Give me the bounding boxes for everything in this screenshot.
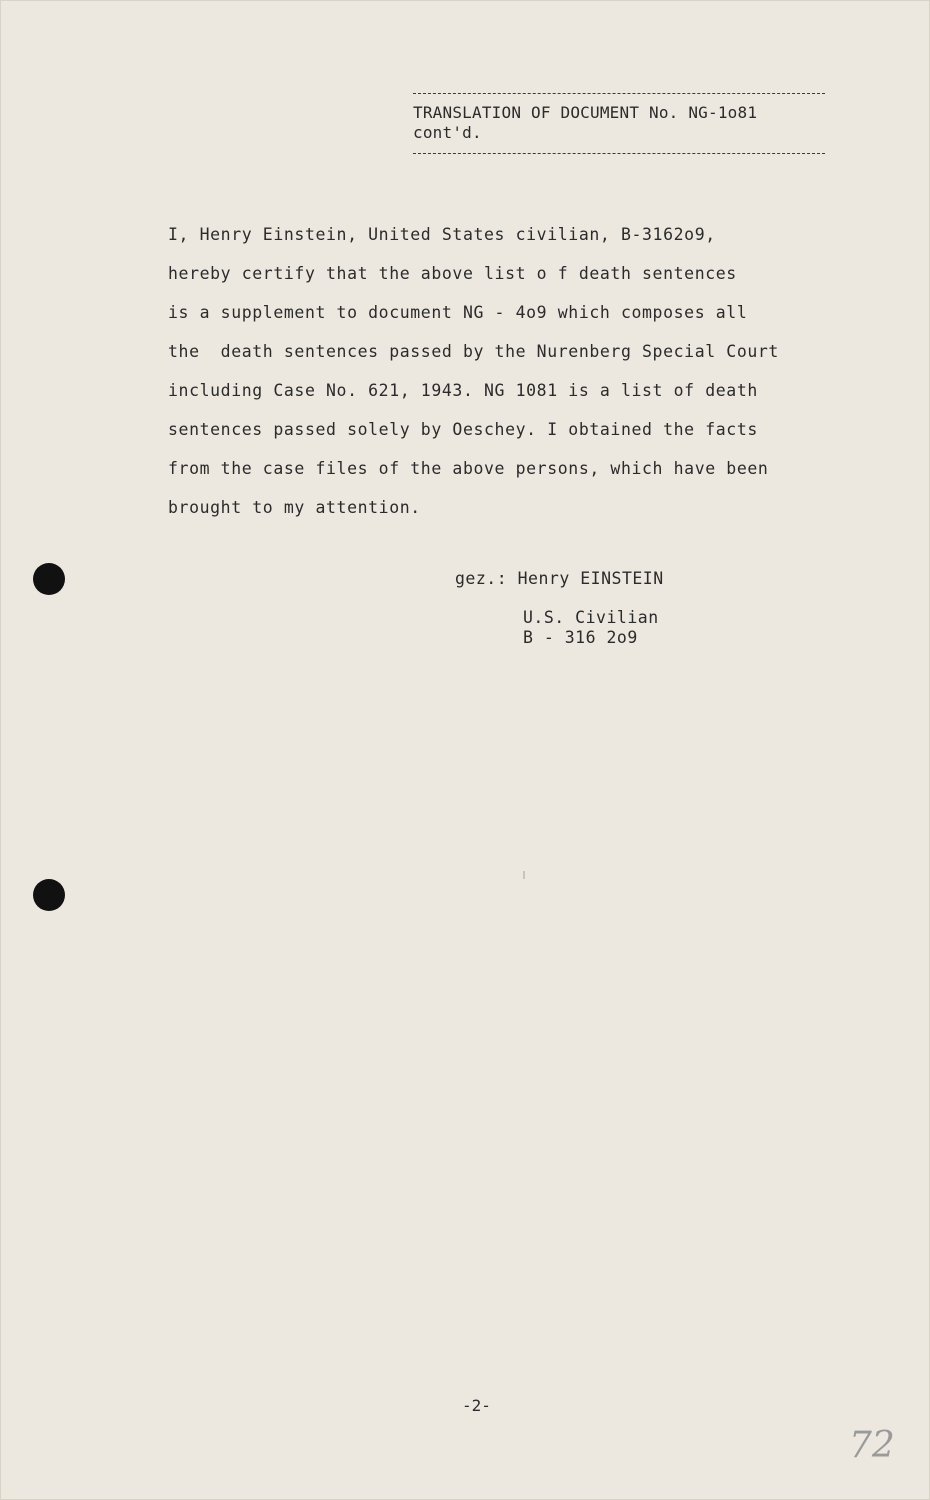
punch-hole-icon [33, 879, 65, 911]
signature-line: gez.: Henry EINSTEIN [455, 569, 664, 588]
paragraph-line: sentences passed solely by Oeschey. I obtained the facts [168, 420, 758, 439]
paragraph-line: I, Henry Einstein, United States civilian, B-3162o9, [168, 225, 716, 244]
paragraph-line: including Case No. 621, 1943. NG 1081 is a list of death [168, 381, 758, 400]
document-heading [413, 103, 833, 143]
paragraph-line: the death sentences passed by the Nurenberg Special Court [168, 342, 779, 361]
paragraph-line: brought to my attention. [168, 498, 421, 517]
certification-paragraph [168, 215, 858, 527]
heading-line-2: cont'd. [413, 123, 482, 142]
signatory-id: B - 316 2o9 [523, 628, 638, 647]
page-number: -2- [462, 1396, 491, 1415]
paper-mark [523, 871, 525, 879]
signatory-title: U.S. Civilian [523, 608, 659, 627]
handwritten-page-mark: 72 [849, 1425, 895, 1466]
header-top-rule [413, 93, 825, 94]
paragraph-line: from the case files of the above persons, which have been [168, 459, 769, 478]
paragraph-line: hereby certify that the above list o f death sentences [168, 264, 737, 283]
heading-line-1: TRANSLATION OF DOCUMENT No. NG-1o81 [413, 103, 758, 122]
header-bottom-rule [413, 153, 825, 154]
paragraph-line: is a supplement to document NG - 4o9 which composes all [168, 303, 748, 322]
punch-hole-icon [33, 563, 65, 595]
